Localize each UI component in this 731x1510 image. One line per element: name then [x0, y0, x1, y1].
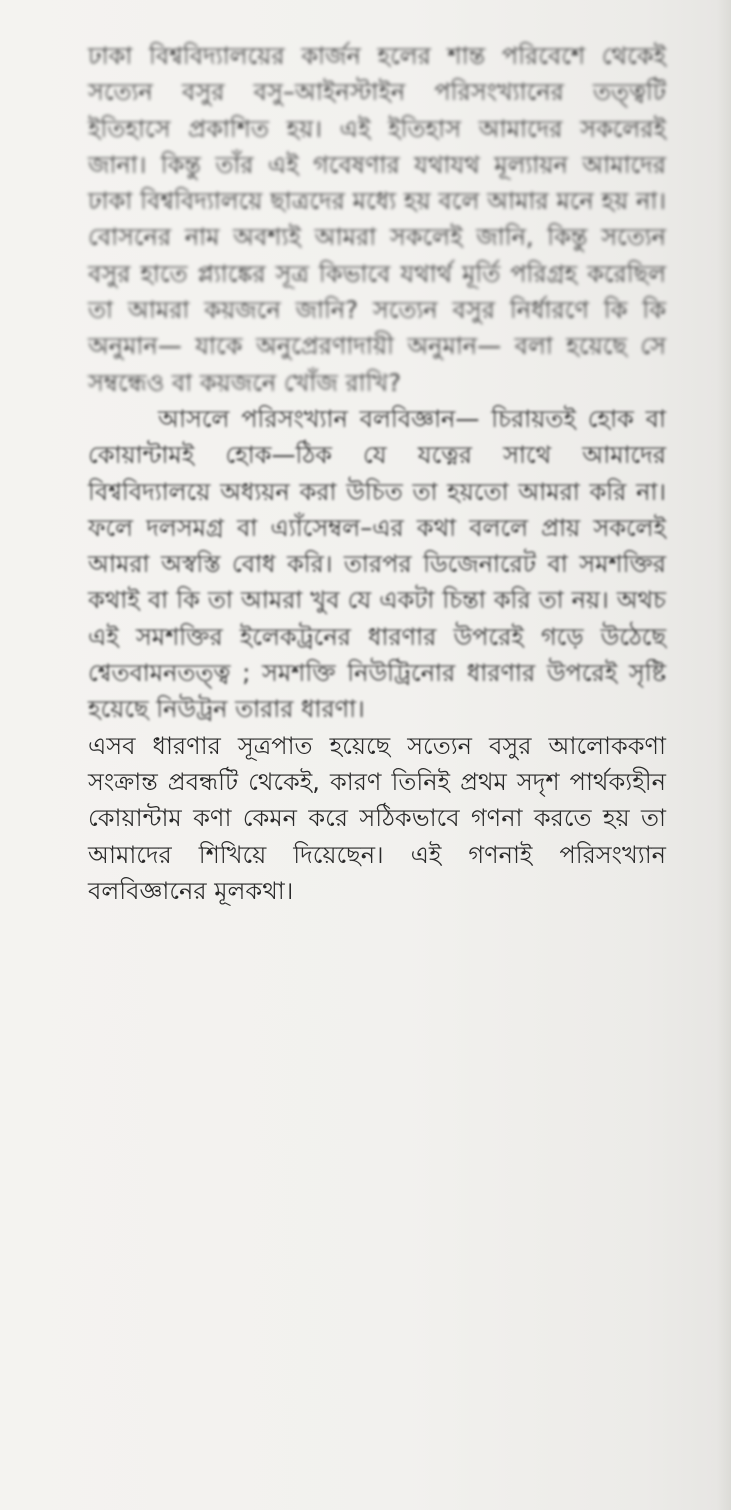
paragraph-1: ঢাকা বিশ্ববিদ্যালয়ের কার্জন হলের শান্ত পরিবেশে থেকেই সত্যেন বসুর বসু–আইনস্টাইন পরিসংখ্যানের তত্ত্বটি ইতিহাসে প্রকাশিত হয়। এই ইতিহাস আমাদের সকলেরই জানা। কিন্তু তাঁর এই গবেষণার যথাযথ মূল্যায়ন আমাদের ঢাকা বিশ্ববিদ্যালয়ে ছাত্রদের মধ্যে হয় বলে আমার মনে হয় না। বোসনের নাম অবশ্যই আমরা সকলেই জানি, কিন্তু সত্যেন বসুর হাতে প্ল্যাঙ্কের সূত্র কিভাবে যথার্থ মূর্তি পরিগ্রহ করেছিল তা আমরা কয়জনে জানি? সত্যেন বসুর নির্ধারণে কি কি অনুমান— যাকে অনুপ্রেরণাদায়ী অনুমান— বলা হয়েছে সে সম্বন্ধেও বা কয়জনে খোঁজ রাখি?: [88, 42, 666, 397]
paragraph-2: আসলে পরিসংখ্যান বলবিজ্ঞান— চিরায়তই হোক বা কোয়ান্টামই হোক—ঠিক যে যত্নের সাথে আমাদের বিশ্ববিদ্যালয়ে অধ্যয়ন করা উচিত তা হয়তো আমরা করি না। ফলে দলসমগ্র বা এ্যাঁসেম্বল–এর কথা বললে প্রায় সকলেই আমরা অস্বস্তি বোধ করি। তারপর ডিজেনারেট বা সমশক্তির কথাই বা কি তা আমরা খুব যে একটা চিন্তা করি তা নয়। অথচ এই সমশক্তির ইলেকট্রনের ধারণার উপরেই গড়ে উঠেছে শ্বেতবামনতত্ত্ব ; সমশক্তি নিউট্রিনোর ধারণার উপরেই সৃষ্টি হয়েছে নিউট্রন তারার ধারণা।: [88, 404, 666, 724]
page-edge-shadow: [717, 0, 731, 1510]
text-block: [88, 38, 666, 909]
paragraph-3: এসব ধারণার সূত্রপাত হয়েছে সত্যেন বসুর আলোককণা সংক্রান্ত প্রবন্ধটি থেকেই, কারণ তিনিই প্রথম সদৃশ পার্থক্যহীন কোয়ান্টাম কণা কেমন করে সঠিকভাবে গণনা করতে হয় তা আমাদের শিখিয়ে দিয়েছেন। এই গণনাই পরিসংখ্যান বলবিজ্ঞানের মূলকথা।: [88, 731, 666, 905]
